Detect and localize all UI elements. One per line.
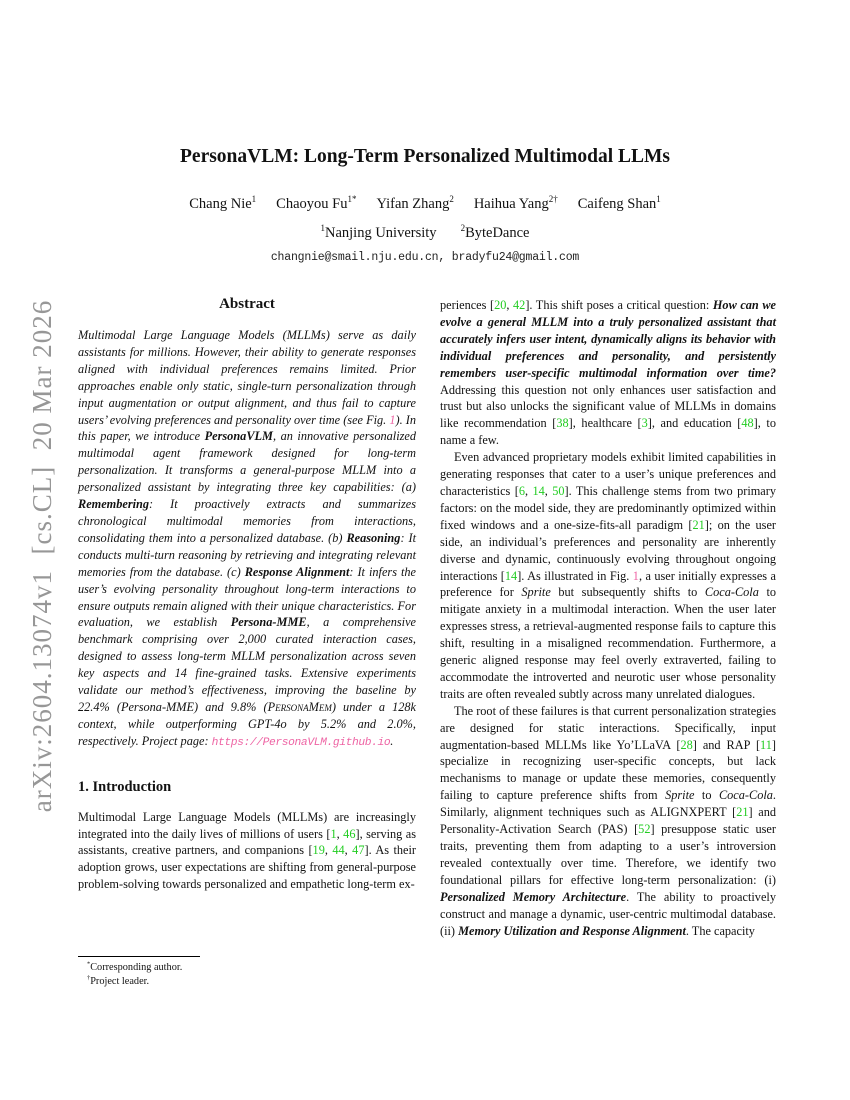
text-run: Remembering: [78, 497, 150, 512]
text-run: . The capacity: [685, 923, 755, 938]
affiliations-row: [0, 225, 850, 242]
citation-ref[interactable]: 1: [330, 826, 337, 841]
text-run: ], and education [: [647, 416, 742, 431]
citation-ref[interactable]: 28: [680, 737, 693, 752]
paper-title: PersonaVLM: Long-Term Personalized Multimodal LLMs: [180, 146, 670, 167]
figure-ref[interactable]: 1: [632, 568, 639, 583]
text-run: . Similarly, alignment techniques such as ALIGNXPERT [: [440, 788, 776, 820]
text-run: , a comprehensive benchmark comprising over 2,000 curated interaction cases, designed to assess long-term MLLM personalization across seven key aspects and 14 fine-grained tasks. Extensive experiments validate our method’s effectiveness, improving the baseline by 22.4% (Persona-MME) and 9.8% (: [78, 615, 417, 714]
text-run: Personalized Memory Architecture: [440, 889, 627, 904]
citation-ref[interactable]: 52: [638, 822, 651, 837]
citation-ref[interactable]: 48: [741, 416, 754, 431]
citation-ref[interactable]: 42: [513, 298, 526, 312]
text-run: ], serving as assistants, creative partners, and companions [: [78, 826, 417, 858]
text-run: ] specialize in recognizing user-specific concepts, but lack mechanisms to manage or update these memories, consequently failing to capture preference shifts from: [440, 737, 776, 803]
footnote: †Project leader.: [87, 974, 150, 987]
citation-ref[interactable]: 38: [556, 416, 569, 431]
figure-ref[interactable]: 1: [389, 412, 396, 427]
footnote-rule: [78, 956, 200, 957]
text-run: The root of these failures is that current personalization strategies are designed for static interactions. Specifically, input augmentation-based MLLMs like Yo’LLaVA [: [440, 703, 776, 752]
text-run: ]. As their adoption grows, user expectations are shifting from general-purpose problem-solving towards personalized and empathetic long-term ex-: [78, 843, 417, 892]
citation-ref[interactable]: 44: [332, 843, 345, 858]
text-run: periences [: [440, 298, 495, 312]
text-run: Reasoning: [346, 530, 401, 545]
citation-ref[interactable]: 19: [312, 843, 325, 858]
body-paragraph: [440, 449, 776, 703]
body-paragraph: [440, 297, 776, 449]
citation-ref[interactable]: 47: [352, 843, 365, 858]
text-run: Multimodal Large Language Models (MLLMs) are increasingly integrated into the daily lives of millions of users [: [78, 809, 416, 841]
text-run: ,: [336, 826, 344, 841]
citation-ref[interactable]: 46: [343, 826, 356, 841]
text-run: Addressing this question not only enhances user satisfaction and trust but also unlocks the significant value of MLLMs in domains like recommendation [: [440, 382, 776, 431]
text-run: ,: [324, 843, 333, 858]
text-run: Even advanced proprietary models exhibit limited capabilities in generating responses that cater to a user’s unique preferences and characteristics [: [440, 450, 776, 498]
citation-ref[interactable]: 11: [760, 737, 772, 752]
affiliation: $^2$ByteDance: [460, 223, 530, 241]
author-name: Haihua Yang$^{2\dagger}$: [473, 194, 558, 212]
text-run: ]; on the user side, an individual’s preferences and personality are inherently diverse and dynamic, continuously evolving throughout ongoing interactions [: [440, 517, 776, 583]
text-run: , an innovative personalized multimodal agent framework designed for long-term personalization. It transforms a general-purpose MLLM into a personalized assistant by integrating three key capabilities: (a): [78, 429, 416, 495]
left-column: [78, 294, 416, 939]
text-run: : It conducts multi-turn reasoning by retrieving and integrating relevant memories from the database. (c): [78, 530, 416, 579]
citation-ref[interactable]: 21: [736, 805, 749, 820]
project-page-link[interactable]: https://PersonaVLM.github.io: [211, 736, 391, 749]
text-run: ,: [524, 483, 533, 498]
text-run: ]. This shift poses a critical question:: [525, 298, 713, 312]
text-run: Multimodal Large Language Models (MLLMs) serve as daily assistants for millions. However, their ability to generate responses aligned with individual preferences remains limited. Prior approaches enable only static, single-turn personalization through input augmentation or output alignment, and thus fail to capture users’ evolving preferences and personality over time (see Fig.: [78, 328, 416, 427]
section-heading-introduction: 1. Introduction: [78, 778, 172, 795]
text-run: ], to name a few.: [440, 416, 776, 448]
text-run: ,: [544, 483, 553, 498]
right-column: [440, 294, 776, 939]
text-run: Sprite: [665, 788, 695, 803]
footnote: *Corresponding author.: [87, 960, 183, 973]
author-name: Caifeng Shan$^1$: [577, 194, 661, 212]
text-run: to mitigate anxiety in a multimodal interaction. When the user later expresses stress, a retrieval-augmented response fails to capture this shift, resulting in a misaligned recommendation. Furthermore, a generic aligned response may feel overly extraverted, failing to accommodate the introverted and neurotic user whose personality traits are often revealed subtly across many unrelated dialogues.: [440, 585, 777, 701]
author-emails: changnie@smail.nju.edu.cn, bradyfu24@gmail.com: [270, 251, 580, 264]
text-run: PersonaMem: [267, 699, 332, 714]
arxiv-watermark: arXiv:2604.13074v1 [cs.CL] 20 Mar 2026: [27, 299, 57, 813]
text-run: ]. As illustrated in Fig.: [517, 568, 633, 583]
text-run: How can we evolve a general MLLM into a truly personalized assistant that accurately infers user intent, dynamically aligns its behavior with individual preferences and personality, and persistently remembers user-specific multimodal information over time?: [440, 298, 776, 380]
text-run: ] and RAP [: [692, 737, 761, 752]
footnotes: [78, 961, 416, 988]
text-run: PersonaVLM: [204, 429, 273, 444]
text-run: ,: [344, 843, 353, 858]
two-column-body: [78, 294, 776, 939]
text-run: Response Alignment: [244, 564, 350, 579]
author-name: Yifan Zhang$^2$: [376, 194, 454, 212]
text-run: but subsequently shifts to: [550, 585, 705, 600]
citation-ref[interactable]: 20: [494, 298, 507, 312]
text-run: . The ability to proactively construct and manage a dynamic, user-centric multimodal database. (ii): [440, 889, 776, 938]
citation-ref[interactable]: 6: [518, 483, 525, 498]
citation-ref[interactable]: 3: [641, 416, 648, 431]
citation-ref[interactable]: 50: [552, 483, 565, 498]
text-run: ] and Personality-Activation Search (PAS) [: [440, 805, 776, 837]
citation-ref[interactable]: 14: [504, 568, 518, 583]
text-run: Memory Utilization and Response Alignment: [458, 923, 686, 938]
citation-ref[interactable]: 14: [532, 483, 545, 498]
footnote-block: [78, 956, 416, 988]
intro-paragraph: [78, 809, 416, 894]
text-run: Coca-Cola: [718, 788, 773, 803]
text-run: : It proactively extracts and summarizes chronological multimodal memories from interactions, consolidating them into a personalized database. (b): [78, 497, 416, 545]
text-run: Persona-MME: [230, 615, 307, 630]
abstract-heading: Abstract: [219, 296, 275, 312]
text-run: Coca-Cola: [704, 585, 759, 600]
body-paragraph: [440, 703, 776, 940]
text-run: , a user initially expresses a preference for: [440, 568, 776, 600]
affiliation: $^1$Nanjing University: [320, 223, 437, 241]
text-run: ) under a 128k context, while outperforming GPT-4o by 5.2% and 2.0%, respectively. Project page:: [78, 699, 417, 748]
text-run: ] presuppose static user traits, preventing them from adapting to a user’s introversion revealed contextually over time. Therefore, we identify two foundational pillars for effective long-term personalization: (i): [440, 822, 776, 887]
text-run: ]. This challenge stems from two primary factors: on the model side, they are predominantly optimized within fixed windows and a one-size-fits-all paradigm [: [440, 483, 777, 532]
text-run: ], healthcare [: [568, 416, 642, 431]
author-name: Chaoyou $Fu^{1*}$: [276, 194, 357, 212]
authors-row: [0, 196, 850, 213]
text-run: .: [390, 733, 394, 748]
citation-ref[interactable]: 21: [692, 517, 705, 532]
text-run: to: [694, 788, 719, 803]
text-run: Sprite: [521, 585, 551, 600]
author-name: Chang Nie$^1$: [189, 194, 257, 212]
text-run: ,: [506, 298, 514, 312]
text-run: : It infers the user’s evolving personality throughout long-term interactions to ensure outputs remain aligned with their unique characteristics. For evaluation, we establish: [78, 564, 416, 630]
abstract-text: [78, 327, 416, 752]
text-run: ). In this paper, we introduce: [78, 412, 416, 444]
